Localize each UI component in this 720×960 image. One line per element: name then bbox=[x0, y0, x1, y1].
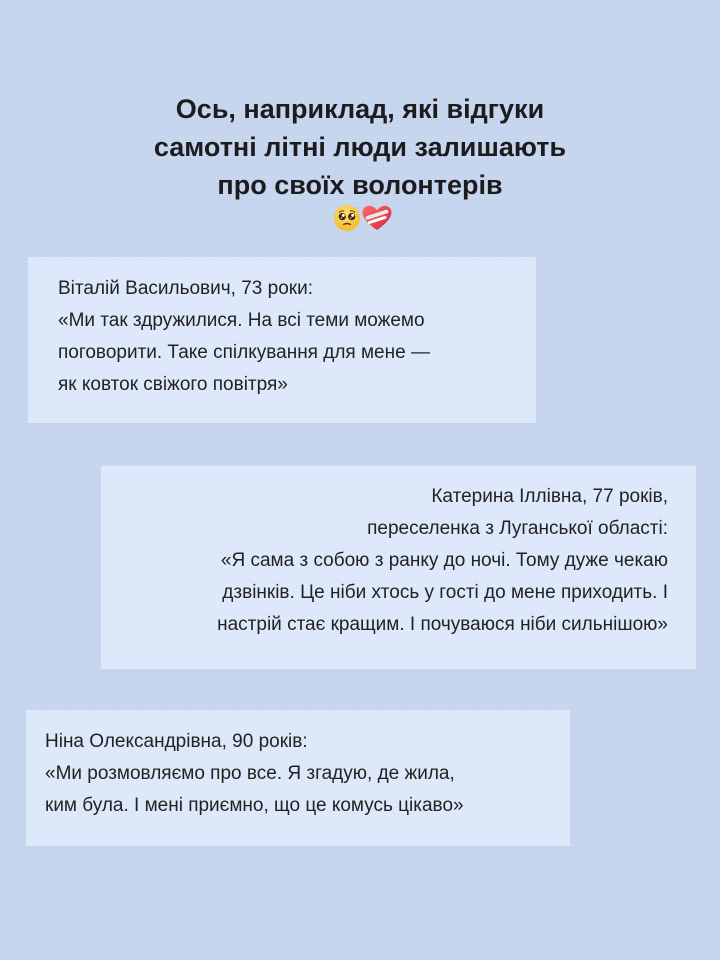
headline-line-1: Ось, наприклад, які відгуки bbox=[175, 94, 545, 124]
headline-line-3-row bbox=[0, 166, 720, 242]
testimonial-card-1 bbox=[28, 257, 536, 423]
mending-heart-icon bbox=[361, 204, 393, 232]
testimonial-author: Віталій Васильович, 73 роки: bbox=[58, 278, 313, 299]
testimonial-text-line: «Ми розмовляємо про все. Я згадую, де жила, bbox=[45, 763, 455, 784]
testimonial-text-line: «Ми так здружилися. На всі теми можемо bbox=[58, 310, 425, 331]
headline bbox=[0, 90, 720, 242]
testimonial-text-line: «Я сама з собою з ранку до ночі. Тому дуже чекаю bbox=[220, 550, 668, 571]
testimonial-author: Ніна Олександрівна, 90 років: bbox=[45, 731, 308, 752]
testimonial-text-line: дзвінків. Це ніби хтось у гості до мене приходить. І bbox=[222, 582, 668, 603]
headline-emojis bbox=[6, 204, 720, 242]
testimonial-text-line: настрій стає кращим. І почуваюся ніби сильнішою» bbox=[217, 614, 668, 635]
testimonial-card-3 bbox=[26, 710, 570, 846]
testimonial-author: Катерина Іллівна, 77 років, bbox=[431, 486, 668, 507]
testimonial-text-line: як ковток свіжого повітря» bbox=[58, 374, 288, 395]
testimonial-author-note: переселенка з Луганської області: bbox=[367, 518, 668, 539]
headline-line-2: самотні літні люди залишають bbox=[153, 132, 567, 162]
pleading-face-icon bbox=[333, 204, 361, 232]
testimonial-text-line: поговорити. Таке спілкування для мене — bbox=[58, 342, 430, 363]
headline-line-3: про своїх волонтерів bbox=[217, 170, 503, 200]
testimonial-text-line: ким була. І мені приємно, що це комусь цікаво» bbox=[45, 795, 464, 816]
testimonial-card-2 bbox=[101, 466, 696, 669]
